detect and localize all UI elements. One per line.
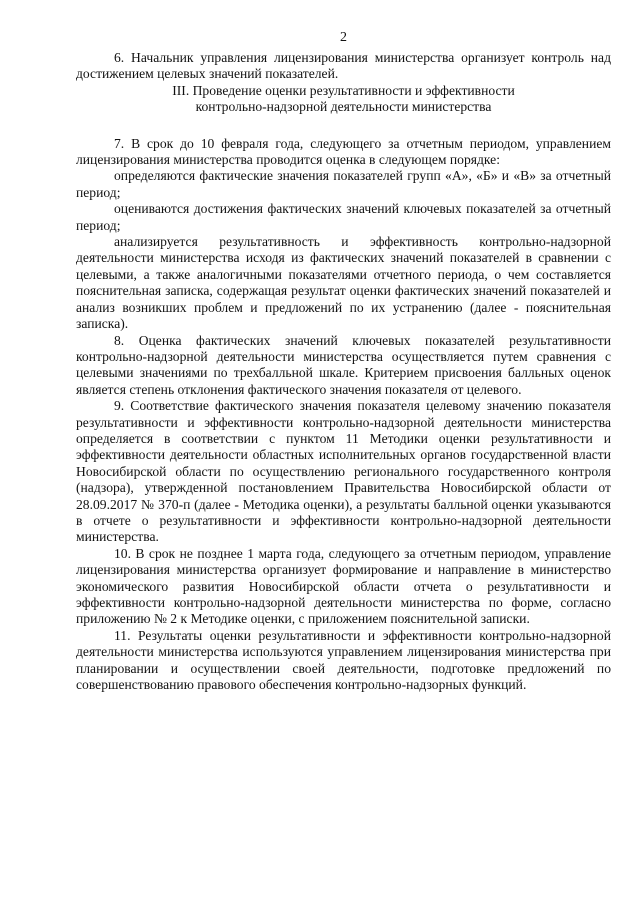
- paragraph-10: 10. В срок не позднее 1 марта года, следующего за отчетным периодом, управление лицензирования министерства организует формирование и направление в министерство экономического развития Новосибирской области отчета о результативности и эффективности контрольно-надзорной деятельности министерства по форме, согласно приложению № 2 к Методике оценки, с приложением пояснительной записки.: [76, 545, 611, 627]
- section-heading-line-2: контрольно-надзорной деятельности министерства: [195, 99, 492, 115]
- document-page: [76, 0, 611, 905]
- paragraph-8: 8. Оценка фактических значений ключевых показателей результативности контрольно-надзорной деятельности министерства осуществляется путем сравнения с целевыми значениями по трехбалльной шкале. Критерием присвоения балльных оценок является степень отклонения фактического значения показателя от целевого.: [76, 332, 611, 397]
- paragraph-11: 11. Результаты оценки результативности и эффективности контрольно-надзорной деятельности министерства используются управлением лицензирования министерства при планировании и осуществлении своей деятельности, подготовке предложений по совершенствованию правового обеспечения контрольно-надзорных функций.: [76, 627, 611, 693]
- paragraph-9: 9. Соответствие фактического значения показателя целевому значению показателя результативности и эффективности контрольно-надзорной деятельности министерства определяется в соответствии с пунктом 11 Методики оценки результативности и эффективности деятельности областных исполнительных органов государственной власти Новосибирской области по осуществлению регионального государственного контроля (надзора), утвержденной постановлением Правительства Новосибирской области от 28.09.2017 № 370-п (далее - Методика оценки), а результаты балльной оценки указываются в отчете о результативности и эффективности контрольно-надзорной деятельности министерства.: [76, 398, 611, 545]
- document-body: [76, 50, 611, 693]
- paragraph-7-item-a: определяются фактические значения показателей групп «А», «Б» и «В» за отчетный период;: [76, 168, 611, 200]
- paragraph-7-item-b: оцениваются достижения фактических значений ключевых показателей за отчетный период;: [76, 201, 611, 233]
- page-number: 2: [340, 30, 347, 45]
- section-spacing: [76, 116, 611, 136]
- paragraph-7: 7. В срок до 10 февраля года, следующего за отчетным периодом, управлением лицензирования министерства проводится оценка в следующем порядке:: [76, 135, 611, 168]
- paragraph-7-item-c: анализируется результативность и эффективность контрольно-надзорной деятельности министерства исходя из фактических значений показателей в сравнении с целевыми, а также аналогичными показателями отчетного периода, о чем составляется пояснительная записка, содержащая результат оценки фактических значений показателей и анализ возникших проблем и предложений по их устранению (далее - пояснительная записка).: [76, 234, 611, 332]
- section-heading-line-1: III. Проведение оценки результативности и эффективности: [172, 82, 515, 98]
- paragraph-6: 6. Начальник управления лицензирования министерства организует контроль над достижением целевых значений показателей.: [76, 50, 611, 82]
